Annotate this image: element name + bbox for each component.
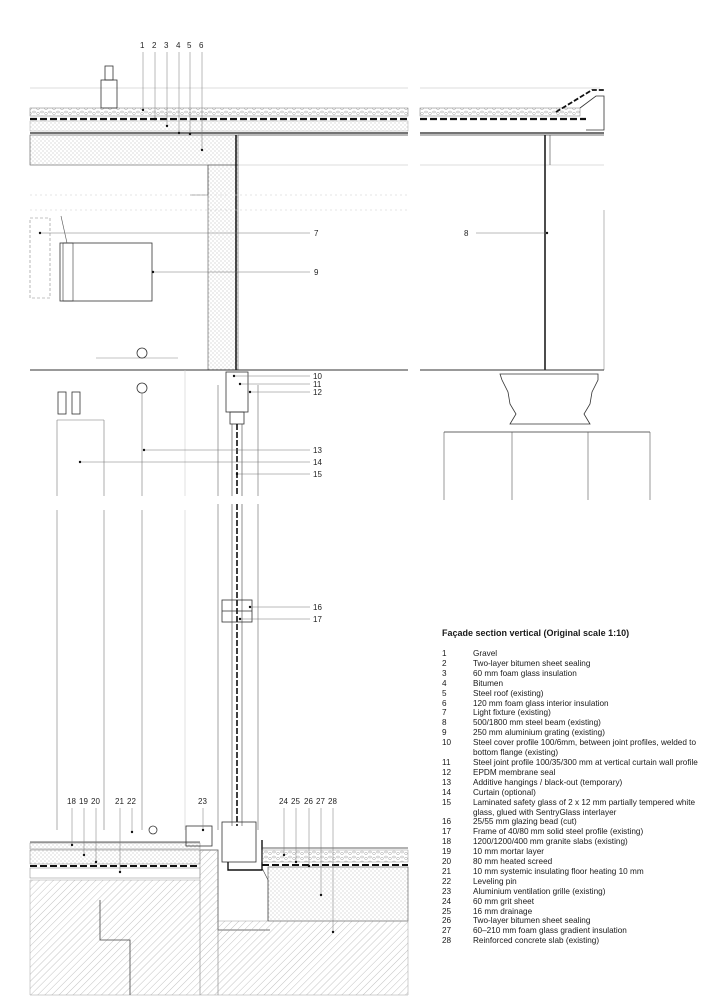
- legend-item-text: 10 mm systemic insulating floor heating 10 mm: [473, 866, 644, 876]
- legend-item-text: Two-layer bitumen sheet sealing: [473, 916, 591, 926]
- legend-item: [442, 708, 704, 718]
- legend-item-text: Light fixture (existing): [473, 708, 551, 718]
- legend-item: [442, 718, 704, 728]
- legend-item-number: 7: [442, 708, 447, 718]
- legend-item-text: EPDM membrane seal: [473, 767, 556, 777]
- callout-14: 14: [313, 458, 322, 467]
- legend-item: [442, 926, 704, 936]
- legend-item-text: Additive hangings / black-out (temporary): [473, 777, 623, 787]
- legend-item: [442, 887, 704, 897]
- legend-item: [442, 936, 704, 946]
- legend-item-text: Bitumen: [473, 678, 504, 688]
- legend-item: [442, 738, 704, 758]
- legend-item: [442, 837, 704, 847]
- legend-item-text: 60 mm foam glass insulation: [473, 668, 577, 678]
- legend-item: [442, 689, 704, 699]
- callout-25: 25: [291, 797, 300, 806]
- legend-item: [442, 827, 704, 837]
- legend-item: [442, 788, 704, 798]
- legend-item-number: 24: [442, 896, 452, 906]
- legend-item: [442, 649, 704, 659]
- legend-item-number: 4: [442, 678, 447, 688]
- callout-5: 5: [187, 41, 192, 50]
- legend-item-number: 22: [442, 876, 452, 886]
- legend-item: [442, 798, 704, 818]
- legend-item: [442, 817, 704, 827]
- legend-item-number: 2: [442, 658, 447, 668]
- legend-item-text: Reinforced concrete slab (existing): [473, 936, 600, 946]
- legend-item-number: 3: [442, 668, 447, 678]
- legend-item-number: 17: [442, 827, 452, 837]
- legend-item-text: Leveling pin: [473, 876, 517, 886]
- callout-3: 3: [164, 41, 169, 50]
- legend-item-number: 14: [442, 787, 452, 797]
- legend-item-number: 25: [442, 906, 452, 916]
- legend-item-text: Laminated safety glass of 2 x 12 mm partially tempered white glass, glued with SentryGlass interlayer: [473, 797, 696, 817]
- legend-item-number: 13: [442, 777, 452, 787]
- legend-item-number: 28: [442, 936, 452, 946]
- legend-item: [442, 847, 704, 857]
- legend-item-text: Steel roof (existing): [473, 688, 544, 698]
- legend-item-text: Steel joint profile 100/35/300 mm at vertical curtain wall profile: [473, 757, 698, 767]
- legend-item-number: 16: [442, 817, 452, 827]
- callout-11: 11: [313, 380, 322, 389]
- callout-4: 4: [176, 41, 181, 50]
- legend-item-text: Curtain (optional): [473, 787, 536, 797]
- legend-item-number: 19: [442, 847, 452, 857]
- legend-item-text: Frame of 40/80 mm solid steel profile (existing): [473, 827, 644, 837]
- legend-item: [442, 778, 704, 788]
- callout-2: 2: [152, 41, 157, 50]
- callout-15: 15: [313, 470, 322, 479]
- callout-28: 28: [328, 797, 337, 806]
- floor-build-up: [30, 822, 408, 995]
- callout-8: 8: [464, 229, 469, 238]
- roof-edge-detail: [420, 88, 650, 500]
- legend-item-text: 60–210 mm foam glass gradient insulation: [473, 926, 627, 936]
- legend-item-number: 18: [442, 837, 452, 847]
- legend-item-number: 11: [442, 757, 451, 767]
- legend-list: [442, 649, 704, 946]
- callout-17: 17: [313, 615, 322, 624]
- callout-12: 12: [313, 388, 322, 397]
- legend-item-number: 23: [442, 886, 452, 896]
- legend-item: [442, 768, 704, 778]
- legend-item-text: 120 mm foam glass interior insulation: [473, 698, 609, 708]
- legend-item: [442, 857, 704, 867]
- callout-22: 22: [127, 797, 136, 806]
- legend-item-text: 10 mm mortar layer: [473, 847, 544, 857]
- legend-item-number: 27: [442, 926, 452, 936]
- legend-item-text: Two-layer bitumen sheet sealing: [473, 658, 591, 668]
- legend-item-number: 20: [442, 857, 452, 867]
- legend-item: [442, 758, 704, 768]
- legend-item-number: 5: [442, 688, 447, 698]
- callout-6: 6: [199, 41, 204, 50]
- legend-item-number: 26: [442, 916, 452, 926]
- legend-item: [442, 679, 704, 689]
- steel-beam-with-insulation: [190, 135, 238, 370]
- callout-21: 21: [115, 797, 124, 806]
- callout-26: 26: [304, 797, 313, 806]
- legend-item-number: 21: [442, 866, 452, 876]
- curtain-wall-glazing: [30, 372, 408, 830]
- legend-item-number: 6: [442, 698, 447, 708]
- legend-item: [442, 897, 704, 907]
- callout-1: 1: [140, 41, 145, 50]
- legend-item-number: 1: [442, 649, 447, 658]
- legend-item-text: 80 mm heated screed: [473, 857, 553, 867]
- callout-7: 7: [314, 229, 319, 238]
- legend-item-number: 12: [442, 767, 452, 777]
- roof-build-up: [30, 66, 408, 165]
- legend-item-number: 15: [442, 797, 452, 807]
- legend-item-text: 25/55 mm glazing bead (cut): [473, 817, 577, 827]
- callout-18: 18: [67, 797, 76, 806]
- legend-item: [442, 659, 704, 669]
- legend-item-text: 500/1800 mm steel beam (existing): [473, 718, 601, 728]
- legend-item: [442, 728, 704, 738]
- legend-item-number: 10: [442, 738, 452, 748]
- callout-20: 20: [91, 797, 100, 806]
- legend: [442, 628, 704, 946]
- callout-13: 13: [313, 446, 322, 455]
- legend-item-number: 8: [442, 718, 447, 728]
- legend-item: [442, 699, 704, 709]
- callout-16: 16: [313, 603, 322, 612]
- legend-item: [442, 907, 704, 917]
- callout-27: 27: [316, 797, 325, 806]
- callout-24: 24: [279, 797, 288, 806]
- legend-item-text: Steel cover profile 100/6mm, between joint profiles, welded to bottom flange (existing): [473, 738, 697, 758]
- legend-title: Façade section vertical (Original scale 1:10): [442, 628, 630, 638]
- curtain-and-hangings: [57, 370, 185, 830]
- legend-item-text: 1200/1200/400 mm granite slabs (existing): [473, 837, 628, 847]
- legend-item-text: 60 mm grit sheet: [473, 896, 534, 906]
- callout-19: 19: [79, 797, 88, 806]
- callout-10: 10: [313, 372, 322, 381]
- legend-item-text: 250 mm aluminium grating (existing): [473, 728, 605, 738]
- legend-item: [442, 669, 704, 679]
- legend-item-text: 16 mm drainage: [473, 906, 533, 916]
- callout-9: 9: [314, 268, 319, 277]
- callout-23: 23: [198, 797, 207, 806]
- legend-item: [442, 877, 704, 887]
- legend-item-number: 9: [442, 728, 447, 738]
- legend-item: [442, 916, 704, 926]
- legend-item-text: Aluminium ventilation grille (existing): [473, 886, 606, 896]
- legend-item-text: Gravel: [473, 649, 498, 658]
- legend-item: [442, 867, 704, 877]
